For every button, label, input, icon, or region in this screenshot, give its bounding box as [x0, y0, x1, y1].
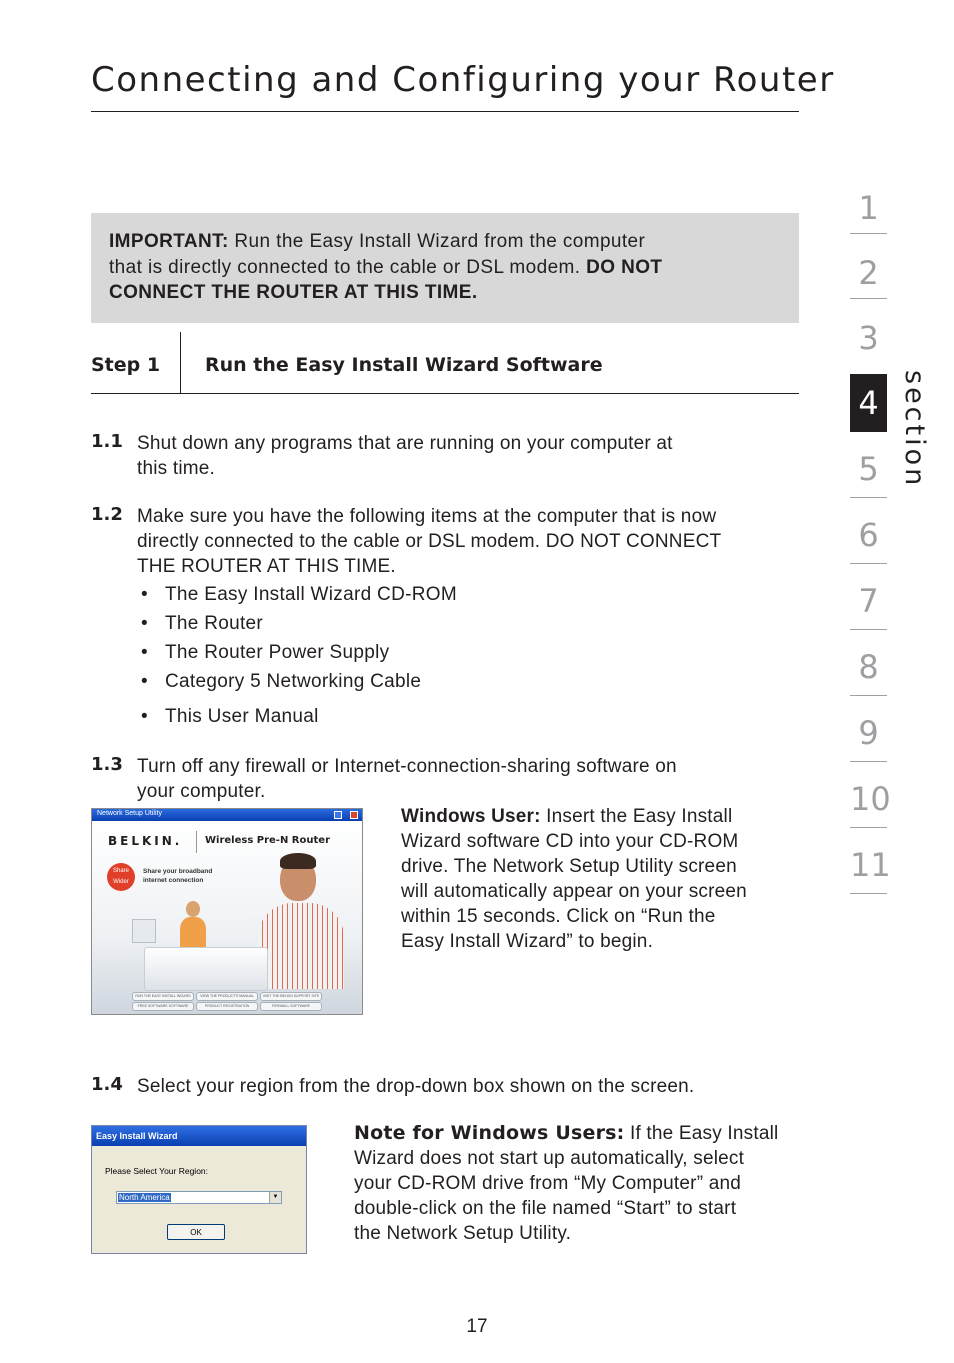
item-1-2-text	[137, 504, 802, 579]
note-line: double-click on the file named “Start” to start	[354, 1198, 737, 1219]
easy-install-wizard-screenshot	[91, 1125, 307, 1254]
bullet-text: The Easy Install Wizard CD-ROM	[165, 584, 457, 605]
tagline-line-2: internet connection	[143, 877, 204, 884]
list-item: • The Easy Install Wizard CD-ROM	[141, 584, 457, 605]
section-word: section	[899, 370, 930, 489]
section-number-6: 6	[858, 516, 879, 554]
windows-user-line: within 15 seconds. Click on “Run the	[401, 906, 716, 927]
item-1-3-line1: Turn off any firewall or Internet-connection-sharing software on	[137, 756, 677, 777]
section-divider	[850, 893, 887, 894]
important-label: IMPORTANT:	[109, 231, 229, 252]
note-line: If the Easy Install	[624, 1123, 779, 1144]
windows-user-line: Wizard software CD into your CD-ROM	[401, 831, 739, 852]
important-text-1: Run the Easy Install Wizard from the computer	[228, 231, 646, 252]
section-number-8: 8	[858, 648, 879, 686]
step-header	[91, 332, 799, 393]
chevron-down-icon[interactable]: ▼	[269, 1192, 281, 1203]
badge-line-2: Wider	[113, 879, 129, 885]
firewall-button[interactable]: FIREWALL SOFTWARE	[260, 1002, 322, 1011]
section-number-10: 10	[850, 780, 891, 818]
important-emph-2: CONNECT THE ROUTER AT THIS TIME.	[109, 282, 478, 303]
item-1-2-number: 1.2	[91, 504, 123, 525]
section-number-9: 9	[858, 714, 879, 752]
view-manual-button[interactable]: VIEW THE PRODUCT'S MANUAL	[196, 992, 258, 1001]
section-number-7: 7	[858, 582, 879, 620]
badge-line-1: Share	[112, 868, 129, 874]
window-titlebar	[92, 809, 362, 821]
ok-button[interactable]: OK	[167, 1224, 225, 1240]
item-1-1-line1: Shut down any programs that are running on your computer at	[137, 433, 673, 454]
list-item: • The Router	[141, 613, 264, 634]
share-wider-badge	[107, 863, 135, 891]
free-software-button[interactable]: FREE SOFTWARE SOFTWARE	[132, 1002, 194, 1011]
important-text-2: that is directly connected to the cable or DSL modem.	[109, 256, 587, 278]
desk-monitor	[132, 919, 156, 943]
woman-photo	[176, 901, 212, 951]
region-select[interactable]	[116, 1191, 282, 1204]
item-1-2-line2: directly connected to the cable or DSL modem. DO NOT CONNECT	[137, 531, 722, 552]
important-box	[91, 213, 799, 323]
item-1-3-line2: your computer.	[137, 781, 266, 802]
windows-user-text	[401, 804, 801, 954]
step-title: Run the Easy Install Wizard Software	[205, 354, 603, 376]
windows-user-line: drive. The Network Setup Utility screen	[401, 856, 737, 877]
window-title: Network Setup Utility	[97, 810, 162, 817]
router-device	[144, 947, 268, 991]
minimize-icon	[334, 811, 342, 819]
note-line: your CD-ROM drive from “My Computer” and	[354, 1173, 742, 1194]
item-1-2-line3: THE ROUTER AT THIS TIME.	[137, 556, 396, 577]
close-icon	[350, 811, 358, 819]
section-number-1: 1	[858, 189, 879, 227]
section-divider	[850, 827, 887, 828]
step-label: Step 1	[91, 354, 161, 376]
section-divider	[850, 629, 887, 630]
important-text	[109, 229, 769, 306]
section-label	[898, 370, 934, 490]
windows-user-line: Easy Install Wizard” to begin.	[401, 931, 654, 952]
brand-logo: BELKIN.	[108, 834, 183, 848]
registration-button[interactable]: PRODUCT REGISTRATION	[196, 1002, 258, 1011]
section-divider	[850, 563, 887, 564]
section-number-2: 2	[858, 254, 879, 292]
section-number-4-active: 4	[850, 374, 887, 432]
list-item: • This User Manual	[141, 706, 319, 727]
important-emph-1: DO NOT	[586, 256, 663, 278]
section-divider	[850, 695, 887, 696]
bullet-text: Category 5 Networking Cable	[165, 671, 422, 692]
windows-user-line: will automatically appear on your screen	[401, 881, 747, 902]
logo-divider	[196, 831, 197, 853]
region-prompt: Please Select Your Region:	[105, 1166, 209, 1176]
note-text	[354, 1121, 794, 1246]
product-name: Wireless Pre-N Router	[205, 835, 330, 846]
windows-user-label: Windows User:	[401, 806, 541, 827]
wizard-titlebar	[92, 1126, 306, 1146]
item-1-1-number: 1.1	[91, 431, 123, 452]
list-item: • The Router Power Supply	[141, 642, 390, 663]
bullet-text: This User Manual	[165, 706, 319, 727]
note-label: Note for Windows Users:	[354, 1122, 625, 1144]
item-1-1-text	[137, 431, 797, 481]
network-setup-screenshot	[91, 808, 363, 1015]
bullet-text: The Router	[165, 613, 264, 634]
tagline	[143, 867, 212, 885]
section-number-11: 11	[850, 846, 891, 884]
bullet-text: The Router Power Supply	[165, 642, 390, 663]
section-number-5: 5	[858, 450, 879, 488]
section-divider	[850, 298, 887, 299]
page-number: 17	[466, 1316, 488, 1337]
support-site-button[interactable]: VISIT THE BELKIN SUPPORT SITE	[260, 992, 322, 1001]
title-rule	[91, 111, 799, 112]
section-divider	[850, 497, 887, 498]
windows-user-line: Insert the Easy Install	[540, 806, 733, 827]
note-line: Wizard does not start up automatically, select	[354, 1148, 745, 1169]
item-1-3-number: 1.3	[91, 754, 123, 775]
run-wizard-button[interactable]: RUN THE EASY INSTALL WIZARD	[132, 992, 194, 1001]
wizard-window-title: Easy Install Wizard	[96, 1131, 178, 1141]
item-1-3-text	[137, 754, 797, 804]
item-1-1-line2: this time.	[137, 458, 216, 479]
note-line: the Network Setup Utility.	[354, 1223, 572, 1244]
step-rule	[91, 393, 799, 394]
section-divider	[850, 761, 887, 762]
list-item: • Category 5 Networking Cable	[141, 671, 422, 692]
step-divider	[180, 332, 181, 393]
tagline-line-1: Share your broadband	[143, 868, 213, 875]
section-number-3: 3	[858, 319, 879, 357]
section-divider	[850, 233, 887, 234]
page-title: Connecting and Configuring your Router	[91, 60, 835, 100]
region-selected-value: North America	[119, 1193, 170, 1202]
item-1-2-line1: Make sure you have the following items at the computer that is now	[137, 506, 717, 527]
item-1-4-text: Select your region from the drop-down box shown on the screen.	[137, 1076, 695, 1097]
item-1-4-number: 1.4	[91, 1074, 123, 1095]
